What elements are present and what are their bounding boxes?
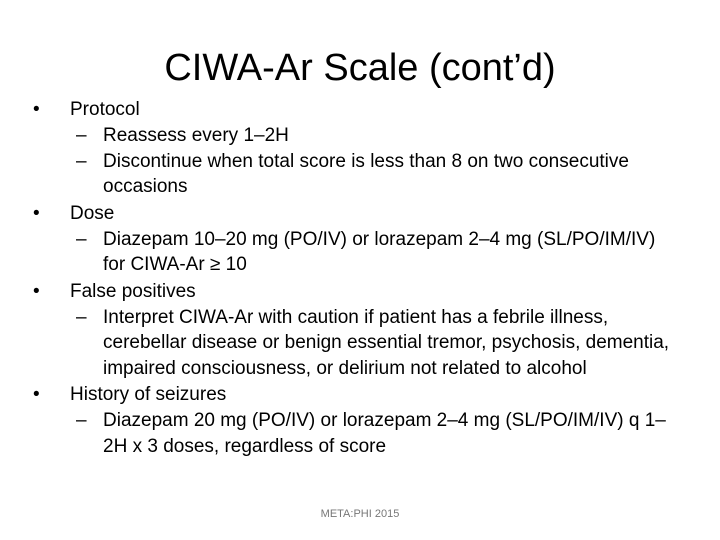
sub-bullet-seizure-regimen xyxy=(0,408,720,459)
sub-bullet-text: Interpret CIWA-Ar with caution if patient has a febrile illness, cerebellar disease or benign essential tremor, psychosis, dementia, impaired consciousness, or delirium not related to alcohol xyxy=(103,306,670,379)
slide-body xyxy=(0,96,720,459)
sub-bullet-discontinue xyxy=(0,149,720,200)
bullet-false-positives xyxy=(0,278,720,305)
slide-title: CIWA-Ar Scale (cont’d) xyxy=(164,47,556,89)
bullet-protocol xyxy=(0,96,720,123)
bullet-marker: • xyxy=(33,280,40,302)
bullet-dose xyxy=(0,200,720,227)
sub-bullet-text: Diazepam 20 mg (PO/IV) or lorazepam 2–4 mg (SL/PO/IM/IV) q 1–2H x 3 doses, regardless of score xyxy=(103,410,666,457)
sub-bullet-text: Reassess every 1–2H xyxy=(103,125,289,146)
sub-bullet-interpret-caution xyxy=(0,305,720,382)
sub-bullet-text: Discontinue when total score is less than 8 on two consecutive occasions xyxy=(103,150,629,197)
sub-bullet-marker: – xyxy=(76,150,87,172)
sub-bullet-marker: – xyxy=(76,306,87,328)
slide-footer: META:PHI 2015 xyxy=(320,508,400,520)
sub-bullet-marker: – xyxy=(76,228,87,250)
bullet-label: False positives xyxy=(70,280,196,302)
bullet-marker: • xyxy=(33,99,40,120)
sub-bullet-marker: – xyxy=(76,125,87,146)
bullet-history-of-seizures xyxy=(0,381,720,408)
bullet-label: Dose xyxy=(70,202,115,224)
sub-bullet-reassess xyxy=(0,123,720,149)
bullet-marker: • xyxy=(33,384,40,405)
sub-bullet-text: Diazepam 10–20 mg (PO/IV) or lorazepam 2–4 mg (SL/PO/IM/IV) for CIWA-Ar ≥ 10 xyxy=(103,228,656,275)
bullet-label: Protocol xyxy=(70,99,140,120)
sub-bullet-dose-regimen xyxy=(0,227,720,278)
sub-bullet-marker: – xyxy=(76,410,87,431)
bullet-marker: • xyxy=(33,202,40,224)
bullet-label: History of seizures xyxy=(70,384,227,405)
